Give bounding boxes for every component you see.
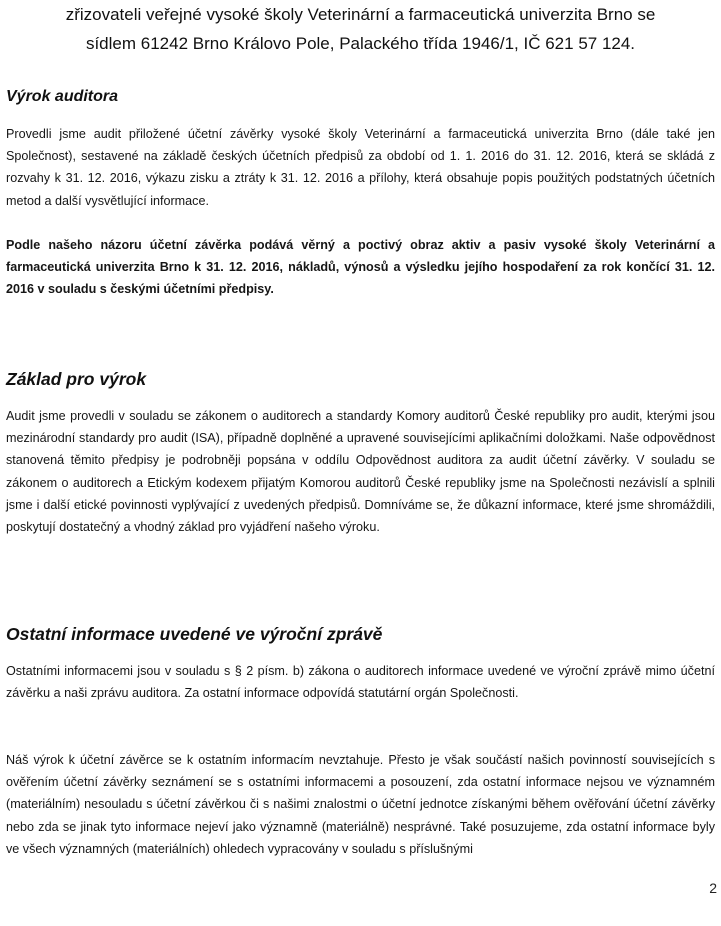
ostatni-paragraph-1: Ostatními informacemi jsou v souladu s § 2 písm. b) zákona o auditorech informace uvedené ve výroční zprávě mimo účetní závěrku a naši zprávu auditora. Za ostatní informace odpovídá statutární orgán Společnosti. — [6, 664, 715, 701]
intro-line-2: sídlem 61242 Brno Královo Pole, Palackého třída 1946/1, IČ 621 57 124. — [85, 34, 636, 53]
vyrok-paragraph-1: Provedli jsme audit přiložené účetní závěrky vysoké školy Veterinární a farmaceutická univerzita Brno (dále také jen Společnost), sestavené na základě českých účetních předpisů za období od 1. 1. 2016 do 31. 12. 2016, která se skládá z rozvahy k 31. 12. 2016, výkazu zisku a ztráty k 31. 12. 2016 a přílohy, která obsahuje popis použitých podstatných účetních metod a další vysvětlující informace. — [6, 127, 715, 208]
ostatni-paragraph-2: Náš výrok k účetní závěrce se k ostatním informacím nevztahuje. Přesto je však součástí našich povinností souvisejících s ověřením účetní závěrky seznámení se s ostatními informacemi a posouzení, zda ostatní informace nejsou ve významném (materiálním) nesouladu s účetní závěrkou či s našimi znalostmi o účetní jednotce získanými během ověřování účetní závěrky nebo zda se jinak tyto informace nejeví jako významně (materiálně) nesprávné. Také posuzujeme, zda ostatní informace byly ve všech významných (materiálních) ohledech vypracovány v souladu s příslušnými — [6, 753, 715, 856]
intro-line-1: zřizovateli veřejné vysoké školy Veterinární a farmaceutická univerzita Brno se — [65, 5, 656, 24]
heading-zaklad-pro-vyrok: Základ pro výrok — [6, 369, 147, 389]
intro-block — [0, 0, 721, 58]
heading-vyrok-auditora: Výrok auditora — [6, 88, 119, 105]
page-number: 2 — [709, 880, 717, 896]
heading-ostatni-informace: Ostatní informace uvedené ve výroční zprávě — [6, 624, 383, 644]
vyrok-paragraph-2-opinion: Podle našeho názoru účetní závěrka podává věrný a poctivý obraz aktiv a pasiv vysoké školy Veterinární a farmaceutická univerzita Brno k 31. 12. 2016, nákladů, výnosů a výsledku jejího hospodaření za rok končící 31. 12. 2016 v souladu s českými účetními předpisy. — [6, 238, 715, 297]
zaklad-paragraph-1: Audit jsme provedli v souladu se zákonem o auditorech a standardy Komory auditorů České republiky pro audit, kterými jsou mezinárodní standardy pro audit (ISA), případně doplněné a upravené souvisejícími aplikačními doložkami. Naše odpovědnost stanovená těmito předpisy je podrobněji popsána v oddílu Odpovědnost auditora za audit účetní závěrky. V souladu se zákonem o auditorech a Etickým kodexem přijatým Komorou auditorů České republiky jsme na Společnosti nezávislí a splnili jsme i další etické povinnosti vyplývající z uvedených předpisů. Domníváme se, že důkazní informace, které jsme shromáždili, poskytují dostatečný a vhodný základ pro vyjádření našeho výroku. — [6, 409, 715, 535]
